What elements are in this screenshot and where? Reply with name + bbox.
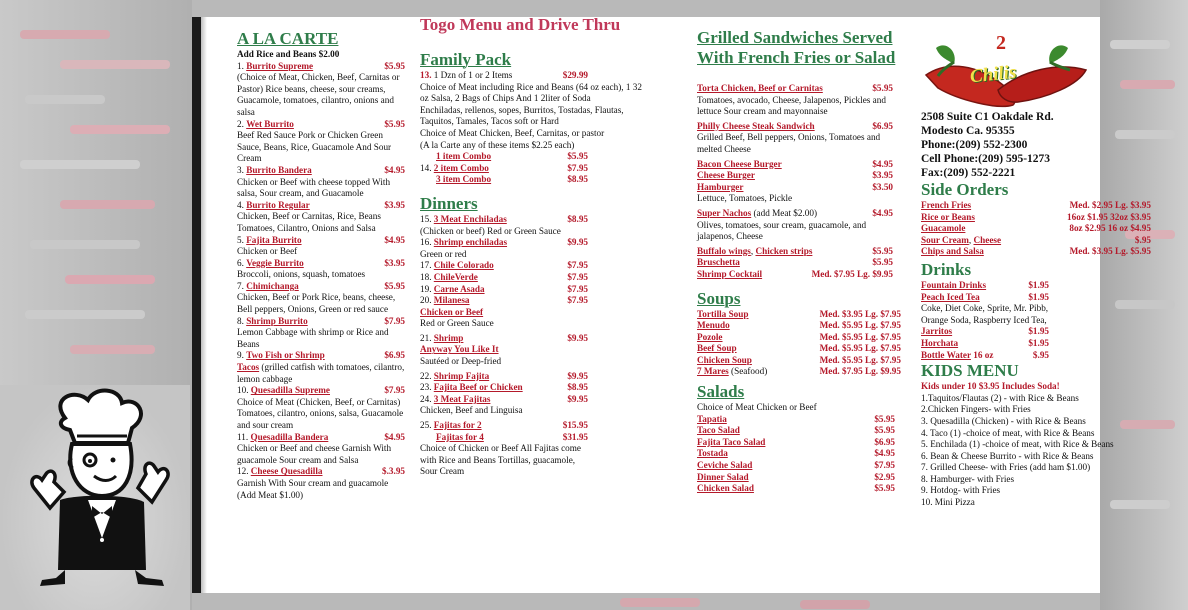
menu-item-name: Carne Asada	[433, 283, 485, 294]
menu-item-name: 3 Meat Fajitas	[433, 393, 491, 404]
menu-item-price: Med. $7.95 Lg. $9.95	[811, 268, 893, 279]
menu-item-name: Dinner Salad	[697, 471, 749, 482]
kids-menu-heading: KIDS MENU	[921, 361, 1019, 381]
menu-item-price: $4.95	[384, 164, 405, 175]
menu-item-name: Ceviche Salad	[697, 460, 753, 471]
menu-item: 7. Chimichanga $5.95	[237, 280, 405, 291]
menu-item	[921, 212, 1151, 224]
menu-item: 13. 1 Dzn of 1 or 2 Items $29.99	[420, 70, 588, 80]
menu-item-price: $1.95	[1028, 279, 1049, 290]
menu-item: 4. Burrito Regular $3.95	[237, 199, 405, 210]
menu-item-price: 16oz $1.95 32oz $3.95	[1067, 211, 1151, 222]
menu-item: 19. Carne Asada $7.95	[420, 283, 588, 294]
side-orders-list	[921, 200, 1151, 258]
menu-item	[697, 170, 893, 182]
menu-item-price: $15.95	[562, 420, 588, 431]
menu-item-price: Med. $3.95 Lg. $7.95	[819, 308, 901, 319]
menu-item-price: $.95	[1134, 234, 1151, 245]
menu-item-name: Cheese Burger	[697, 170, 755, 181]
menu-item: 10. Quesadilla Supreme $7.95	[237, 385, 405, 396]
menu-item-name: Fajitas for 4	[436, 431, 484, 442]
menu-item-name: Tortilla Soup	[697, 308, 749, 319]
a-la-carte-heading: A LA CARTE	[237, 29, 339, 48]
menu-item-price: Med. $3.95 Lg. $5.95	[1069, 246, 1151, 257]
combo-list	[420, 151, 588, 186]
menu-item-description: Grilled Beef, Bell peppers, Onions, Tomatoes and melted Cheese	[697, 132, 881, 154]
menu-item-name: ChileVerde	[433, 271, 478, 282]
salads-list	[697, 414, 895, 495]
menu-item	[697, 182, 893, 194]
menu-item-price: $8.95	[567, 382, 588, 393]
menu-item-name: 7 Mares	[697, 366, 729, 377]
kids-menu-item: 2.Chicken Fingers- with Fries	[921, 404, 1031, 415]
menu-item-name: Super Nachos	[697, 207, 752, 218]
menu-item	[697, 257, 893, 269]
menu-item-description: (Choice of Meat, Chicken, Beef, Carnitas or Pastor) Rice beans, cheese, sour creams, Guacamole, tomatoes, cilantro, onions and salsa	[237, 72, 400, 117]
menu-item-price: $5.95	[872, 257, 893, 268]
menu-item-price: $7.95	[567, 283, 588, 294]
menu-item	[697, 320, 901, 332]
menu-item-price: $5.95	[874, 483, 895, 494]
menu-item	[921, 200, 1151, 212]
menu-item-price: $8.95	[567, 213, 588, 224]
a-la-carte-section	[237, 29, 405, 501]
menu-item-price: Med. $5.95 Lg. $7.95	[819, 320, 901, 331]
menu-item-price: $7.95	[567, 260, 588, 271]
menu-item-price: $.3.95	[382, 466, 405, 477]
menu-item	[697, 269, 893, 281]
togo-title: Togo Menu and Drive Thru	[420, 15, 621, 34]
menu-item	[697, 343, 901, 355]
menu-item	[921, 223, 1151, 235]
menu-item-description: Olives, tomatoes, sour cream, guacamole, and jalapenos, Cheese	[697, 219, 867, 242]
menu-item	[697, 414, 895, 426]
menu-item-name: Jarritos	[921, 326, 953, 337]
logo-word: Chilis	[968, 61, 1018, 88]
menu-item-price: $7.95	[384, 385, 405, 396]
menu-item-price: $7.95	[567, 162, 588, 173]
menu-item-name: Bottle Water	[921, 349, 971, 360]
menu-item-price: $7.95	[874, 460, 895, 471]
menu-item-name: Wet Burrito	[246, 118, 294, 129]
menu-item: 2. Wet Burrito $5.95	[237, 118, 405, 129]
grilled-list	[697, 83, 893, 281]
menu-item: 7 Mares (Seafood) Med. $7.95 Lg. $9.95	[697, 366, 901, 377]
menu-item	[921, 338, 1049, 350]
menu-item	[420, 174, 588, 186]
menu-item-name: Shrimp	[433, 332, 464, 343]
info-column: 2508 Suite C1 Oakdale Rd. Modesto Ca. 95355 Phone:(209) 552-2300 Cell Phone:(209) 595-1273 Fax:(209) 552-2221 Side Orders French Fries Med. $2.95 Lg. $3.95 Rice or Beans 16oz $1.95 32oz $3.95 Guacamole 8oz $2.95 16 oz $4.95 Sour Cream, Cheese $.95 Chips and Salsa Med. $3.95 Lg. $5.95 Drinks Fountain Drinks $1.95 Peach Iced Tea $1.95 Coke, Diet Coke, Sprite, Mr. Pibb, Orange Soda, Raspberry Iced Tea, Jarritos $1.95 Horchata $1.95 Bottle Water 16 oz $.95 KIDS MENU Kids under 10 $3.95 Includes Soda! 1.Taquitos/Flautas (2) - with Rice & Beans 2.Chicken Fingers- with Fries 3. Quesadilla (Chicken) - with Rice & Beans 4. Taco (1) -choice of meat, with Rice & Beans 5. Enchilada (1) -choice of meat, with Rice & Beans 6. Bean & Cheese Burrito - with Rice & Beans 7. Grilled Cheese- with Fries (add ham $1.00) 8. Hamburger- with Fries 9. Hotdog- with Fries 10. Mini Pizza	[921, 110, 1166, 509]
menu-item-price: $6.95	[872, 120, 893, 131]
menu-item	[697, 309, 901, 321]
drinks-heading: Drinks	[921, 259, 972, 279]
menu-item-price: $5.95	[384, 280, 405, 291]
menu-item-price: 8oz $2.95 16 oz $4.95	[1069, 223, 1151, 234]
menu-item-name: Bruschetta	[697, 257, 740, 268]
menu-item-price: $5.95	[567, 151, 588, 162]
menu-item-description: Chicken, Beef or Carnitas, Rice, Beans Tomatoes, Cilantro, Onions and Salsa	[237, 211, 381, 233]
menu-item-name: Hamburger	[697, 181, 744, 192]
menu-item-name: Bacon Cheese Burger	[697, 158, 782, 169]
menu-item-name: Fajita Taco Salad	[697, 436, 766, 447]
menu-item-price: $3.95	[872, 170, 893, 181]
menu-item: Buffalo wings, Chicken strips $5.95	[697, 245, 893, 256]
kids-menu-item: 1.Taquitos/Flautas (2) - with Rice & Beans	[921, 392, 1079, 403]
menu-item-price: $.95	[1032, 349, 1049, 360]
menu-item: 11. Quesadilla Bandera $4.95	[237, 431, 405, 442]
menu-item: 22. Shrimp Fajita $9.95	[420, 370, 588, 381]
menu-item	[697, 83, 893, 95]
menu-item-price: $1.95	[1028, 326, 1049, 337]
chef-icon	[20, 388, 180, 588]
menu-item-description: Lemon Cabbage with shrimp or Rice and Beans	[237, 327, 389, 349]
menu-item-name: Pozole	[697, 331, 723, 342]
drinks-list	[921, 280, 1049, 303]
menu-item-name: Fajita Beef or Chicken	[433, 382, 523, 393]
menu-item	[420, 432, 588, 444]
menu-item-price: $6.95	[874, 436, 895, 447]
menu-item	[697, 437, 895, 449]
menu-item	[697, 355, 901, 367]
grilled-heading: Grilled Sandwiches Served	[697, 28, 893, 47]
family-pack-heading: Family Pack	[420, 50, 512, 69]
menu-item-name: Beef Soup	[697, 343, 737, 354]
menu-item-name: Fountain Drinks	[921, 279, 987, 290]
a-la-carte-subheading: Add Rice and Beans $2.00	[237, 49, 340, 59]
menu-item-price: $9.95	[567, 393, 588, 404]
menu-item-price: $4.95	[874, 448, 895, 459]
menu-item-name: Cheese Quesadilla	[250, 466, 323, 477]
menu-item-price: $4.95	[872, 207, 893, 218]
menu-item: 23. Fajita Beef or Chicken $8.95	[420, 382, 588, 393]
menu-item-price: $5.95	[874, 413, 895, 424]
menu-item-description: Lettuce, Tomatoes, Pickle	[697, 193, 793, 204]
menu-item: 16. Shrimp enchiladas $9.95	[420, 237, 588, 248]
menu-item: 6. Veggie Burrito $3.95	[237, 257, 405, 268]
dinners-heading: Dinners	[420, 193, 478, 213]
menu-item-price: $3.50	[872, 181, 893, 192]
menu-item-price: $5.95	[872, 83, 893, 93]
menu-item-description: Green or red	[420, 248, 467, 259]
menu-item-name: Shrimp Burrito	[246, 315, 308, 326]
menu-item-name: Two Fish or Shrimp	[246, 350, 325, 361]
kids-menu-item: 5. Enchilada (1) -choice of meat, with Rice & Beans	[921, 439, 1114, 450]
menu-item-name: Milanesa	[433, 295, 470, 306]
soups-list	[697, 309, 901, 379]
menu-item-name: Menudo	[697, 320, 730, 331]
menu-item-name: 2 item Combo	[433, 162, 489, 173]
menu-item-name: Shrimp enchiladas	[433, 237, 508, 248]
address-line-1: 2508 Suite C1 Oakdale Rd.	[921, 111, 1054, 123]
menu-item-name: Quesadilla Bandera	[250, 431, 329, 442]
a-la-carte-list: 1. Burrito Supreme $5.95 (Choice of Meat, Chicken, Beef, Carnitas or Pastor) Rice beans, cheese, sour creams, Guacamole, tomatoes, cilantro, onions and salsa 2. Wet Burrito $5.95 Beef Red Sauce Pork or Chicken Green Sauce, Beans, Rice, Guacamole And Sour Cream 3. Burrito Bandera $4.95 Chicken or Beef with cheese topped With salsa, Sour cream, and Guacamole 4. Burrito Regular $3.95 Chicken, Beef or Carnitas, Rice, Beans Tomatoes, Cilantro, Onions and Salsa 5. Fajita Burrito $4.95 Chicken or Beef 6. Veggie Burrito $3.95 Broccoli, onions, squash, tomatoes 7. Chimichanga $5.95 Chicken, Beef or Pork Rice, beans, cheese, Bell peppers, Onions, Green or red sauce 8. Shrimp Burrito $7.95 Lemon Cabbage with shrimp or Rice and Beans 9. Two Fish or Shrimp $6.95 Tacos (grilled catfish with tomatoes, cilantro, lemon cabbage 10. Quesadilla Supreme $7.95 Choice of Meat (Chicken, Beef, or Carnitas) Tomatoes, cilantro, onions, salsa, Guacamole and sour cream 11. Quesadilla Bandera $4.95 Chicken or Beef and cheese Garnish With guacamole Sour cream and Salsa 12. Cheese Quesadilla $.3.95 Garnish With Sour cream and guacamole (Add Meat $1.00)	[237, 60, 405, 500]
menu-item-price: Med. $5.95 Lg. $7.95	[819, 343, 901, 354]
menu-item-name: Chimichanga	[246, 280, 299, 291]
menu-item	[697, 332, 901, 344]
menu-item-name: Peach Iced Tea	[921, 291, 980, 302]
menu-item	[697, 159, 893, 171]
menu-item-price: $8.95	[567, 174, 588, 185]
menu-item: 24. 3 Meat Fajitas $9.95	[420, 393, 588, 404]
menu-item-price: $5.95	[874, 425, 895, 436]
kids-menu-item: 8. Hamburger- with Fries	[921, 473, 1015, 484]
menu-item: 5. Fajita Burrito $4.95	[237, 234, 405, 245]
menu-item-price: $3.95	[384, 199, 405, 210]
menu-item-price: $2.95	[874, 471, 895, 482]
menu-item-description: Chicken or Beef with cheese topped With salsa, Sour cream, and Guacamole	[237, 176, 391, 199]
menu-item-price: $4.95	[384, 431, 405, 442]
menu-item-name: Shrimp Fajita	[433, 370, 490, 381]
menu-item-price: $1.95	[1028, 337, 1049, 348]
menu-item: 12. Cheese Quesadilla $.3.95	[237, 466, 405, 477]
menu-item-name: 3 item Combo	[436, 174, 492, 185]
menu-item	[697, 121, 893, 133]
menu-item-name: Chicken Soup	[697, 354, 752, 365]
dinners-list	[420, 214, 588, 307]
menu-item-description: (Chicken or beef) Red or Green Sauce	[420, 225, 561, 236]
menu-item: Bottle Water 16 oz $.95	[921, 349, 1049, 360]
two-chilis-logo	[918, 30, 1090, 112]
menu-item-price: Med. $2.95 Lg. $3.95	[1069, 200, 1151, 210]
menu-item-name: Tostada	[697, 448, 728, 459]
menu-item-price: $4.95	[384, 234, 405, 245]
menu-item-name: Burrito Bandera	[246, 164, 312, 175]
menu-item-name: 1 item Combo	[436, 151, 492, 162]
grilled-column: Grilled Sandwiches Served With French Fries or Salad Torta Chicken, Beef or Carnitas $5.95 Tomatoes, avocado, Cheese, Jalapenos, Pickles and lettuce Sour cream and mayonnaise Philly Cheese Steak Sandwich $6.95 Grilled Beef, Bell peppers, Onions, Tomatoes and melted Cheese Bacon Cheese Burger $4.95 Cheese Burger $3.95 Hamburger $3.50 Lettuce, Tomatoes, Pickle Super Nachos (add Meat $2.00) $4.95 Olives, tomatoes, sour cream, guacamole, and jalapenos, Cheese Buffalo wings, Chicken strips $5.95 Bruschetta $5.95 Shrimp Cocktail Med. $7.95 Lg. $9.95 Soups Tortilla Soup Med. $3.95 Lg. $7.95 Menudo Med. $5.95 Lg. $7.95 Pozole Med. $5.95 Lg. $7.95 Beef Soup Med. $5.95 Lg. $7.95 Chicken Soup Med. $5.95 Lg. $7.95 7 Mares (Seafood) Med. $7.95 Lg. $9.95 Salads Choice of Meat Chicken or Beef Tapatia $5.95 Taco Salad $5.95 Fajita Taco Salad $6.95 Tostada $4.95 Ceviche Salad $7.95 Dinner Salad $2.95 Chicken Salad $5.95	[697, 28, 909, 495]
menu-item-name: Rice or Beans	[921, 211, 975, 222]
menu-item-name: French Fries	[921, 200, 972, 210]
menu-item-price: $7.95	[567, 295, 588, 306]
menu-item-price: $5.95	[872, 245, 893, 256]
menu-item-name: Fajita Burrito	[246, 234, 302, 245]
phone-number: Phone:(209) 552-2300	[921, 139, 1028, 151]
menu-item-price: $9.95	[567, 237, 588, 248]
menu-item	[697, 460, 895, 472]
menu-item-price: Med. $5.95 Lg. $7.95	[819, 331, 901, 342]
menu-item-name: Chicken Salad	[697, 483, 754, 494]
menu-item-description: Garnish With Sour cream and guacamole (Add Meat $1.00)	[237, 477, 389, 500]
menu-item-name: Sour Cream	[921, 234, 969, 245]
menu-page-spine	[192, 17, 201, 593]
cell-number: Cell Phone:(209) 595-1273	[921, 153, 1051, 165]
menu-item-name: Tapatia	[697, 413, 727, 424]
menu-item-description: Chicken, Beef or Pork Rice, beans, cheese, Bell peppers, Onions, Green or red sauce	[237, 292, 396, 315]
menu-item-name: Horchata	[921, 337, 959, 348]
menu-item	[420, 151, 588, 163]
menu-item-name: 3 Meat Enchiladas	[433, 213, 507, 224]
menu-item: 20. Milanesa $7.95	[420, 295, 588, 306]
kids-menu-item: 4. Taco (1) -choice of meat, with Rice & Beans	[921, 427, 1095, 438]
menu-item-description: Chicken or Beef	[237, 246, 298, 257]
menu-item-price: Med. $7.95 Lg. $9.95	[819, 366, 901, 377]
menu-item-name: Fajitas for 2	[433, 420, 482, 431]
menu-item-name: Shrimp Cocktail	[697, 268, 763, 279]
grilled-heading-2: With French Fries or Salad	[697, 48, 896, 67]
kids-menu-item: 6. Bean & Cheese Burrito - with Rice & Beans	[921, 450, 1094, 461]
menu-item-price: $31.95	[562, 431, 588, 442]
menu-item	[697, 472, 895, 484]
kids-menu-item: 9. Hotdog- with Fries	[921, 485, 1001, 496]
togo-column: Togo Menu and Drive Thru Family Pack 13. 1 Dzn of 1 or 2 Items $29.99 Choice of Meat including Rice and Beans (64 oz each), 1 32 oz Salsa, 2 Bags of Chips And 1 2liter of Soda Enchiladas, rellenos, sopes, Burritos, Tostadas, Flautas, Taquitos, Tamales, Tacos soft or Hard Choice of Meat Chicken, Beef, Carnitas, or pastor (A la Carte any of these items $2.25 each) 1 item Combo $5.95 14. 2 item Combo $7.95 3 item Combo $8.95 Dinners 15. 3 Meat Enchiladas $8.95 (Chicken or beef) Red or Green Sauce 16. Shrimp enchiladas $9.95 Green or red 17. Chile Colorado $7.95 18. ChileVerde $7.95 19. Carne Asada $7.95 20. Milanesa $7.95 Chicken or Beef Red or Green Sauce 21. Shrimp $9.95 Anyway You Like It Sautéed or Deep-fried 22. Shrimp Fajita $9.95 23. Fajita Beef or Chicken $8.95 24. 3 Meat Fajitas $9.95 Chicken, Beef and Linguisa 25. Fajitas for 2 $15.95 Fajitas for 4 $31.95 Choice of Chicken or Beef All Fajitas come with Rice and Beans Tortillas, guacamole, Sour Cream	[420, 15, 690, 478]
menu-item-name: Veggie Burrito	[246, 257, 304, 268]
menu-item: 17. Chile Colorado $7.95	[420, 260, 588, 271]
menu-item-price: Med. $5.95 Lg. $7.95	[819, 354, 901, 365]
menu-item: 8. Shrimp Burrito $7.95	[237, 315, 405, 326]
menu-item-description: Beef Red Sauce Pork or Chicken Green Sauce, Beans, Rice, Guacamole And Sour Cream	[237, 130, 392, 164]
menu-item-name: Chile Colorado	[433, 260, 494, 271]
menu-item-price: $1.95	[1028, 291, 1049, 302]
salads-heading: Salads	[697, 382, 745, 402]
logo-number: 2	[996, 32, 1006, 54]
menu-item	[921, 326, 1049, 338]
menu-item-price: $9.95	[567, 370, 588, 381]
kids-menu-item: 3. Quesadilla (Chicken) - with Rice & Beans	[921, 415, 1086, 426]
soups-heading: Soups	[697, 288, 741, 308]
menu-item-description: Broccoli, onions, squash, tomatoes	[237, 269, 366, 280]
menu-item-name: Burrito Regular	[246, 199, 310, 210]
menu-item-price: $7.95	[567, 271, 588, 282]
menu-item: 15. 3 Meat Enchiladas $8.95	[420, 213, 588, 224]
menu-item-name: Burrito Supreme	[246, 60, 314, 71]
menu-item: Sour Cream, Cheese $.95	[921, 234, 1151, 245]
fax-number: Fax:(209) 552-2221	[921, 167, 1016, 179]
menu-item-name: Philly Cheese Steak Sandwich	[697, 120, 815, 131]
address-line-2: Modesto Ca. 95355	[921, 125, 1015, 137]
kids-menu-subheading: Kids under 10 $3.95 Includes Soda!	[921, 381, 1060, 392]
menu-item: Super Nachos (add Meat $2.00) $4.95	[697, 207, 893, 218]
menu-item-price: $3.95	[384, 257, 405, 268]
menu-item-price: $7.95	[384, 315, 405, 326]
kids-menu-item: 10. Mini Pizza	[921, 497, 975, 508]
side-orders-heading: Side Orders	[921, 180, 1009, 199]
menu-item: 9. Two Fish or Shrimp $6.95	[237, 350, 405, 361]
menu-item	[921, 280, 1049, 292]
menu-item: 1. Burrito Supreme $5.95	[237, 60, 405, 71]
menu-item	[697, 448, 895, 460]
menu-item	[921, 292, 1049, 304]
menu-item-price: $6.95	[384, 350, 405, 361]
kids-menu-list	[921, 393, 1166, 509]
menu-item-name: Quesadilla Supreme	[250, 385, 330, 396]
menu-item: 21. Shrimp $9.95	[420, 332, 588, 343]
menu-item-description: Tomatoes, avocado, Cheese, Jalapenos, Pickles and lettuce Sour cream and mayonnaise	[697, 94, 886, 117]
menu-item	[921, 246, 1151, 258]
menu-item: 25. Fajitas for 2 $15.95	[420, 420, 588, 431]
menu-item-name: Taco Salad	[697, 425, 740, 436]
menu-item-name: Torta Chicken, Beef or Carnitas	[697, 83, 823, 93]
menu-item-price: $4.95	[872, 158, 893, 169]
menu-item-name: Chips and Salsa	[921, 246, 984, 257]
menu-item-price: $5.95	[384, 60, 405, 71]
menu-item-name: Buffalo wings	[697, 245, 751, 256]
menu-item-price: $5.95	[384, 118, 405, 129]
menu-item: 18. ChileVerde $7.95	[420, 271, 588, 282]
menu-item-description: Choice of Meat (Chicken, Beef, or Carnitas) Tomatoes, cilantro, onions, salsa, Guacamole and sour cream	[237, 396, 404, 430]
kids-menu-item: 7. Grilled Cheese- with Fries (add ham $1.00)	[921, 462, 1091, 473]
menu-item	[697, 483, 895, 495]
menu-item: 3. Burrito Bandera $4.95	[237, 164, 405, 175]
menu-item	[697, 425, 895, 437]
menu-item-price: $9.95	[567, 332, 588, 343]
menu-item-description: Chicken or Beef and cheese Garnish With guacamole Sour cream and Salsa	[237, 443, 392, 465]
menu-item: 14. 2 item Combo $7.95	[420, 162, 588, 173]
menu-item-name: Guacamole	[921, 223, 966, 234]
